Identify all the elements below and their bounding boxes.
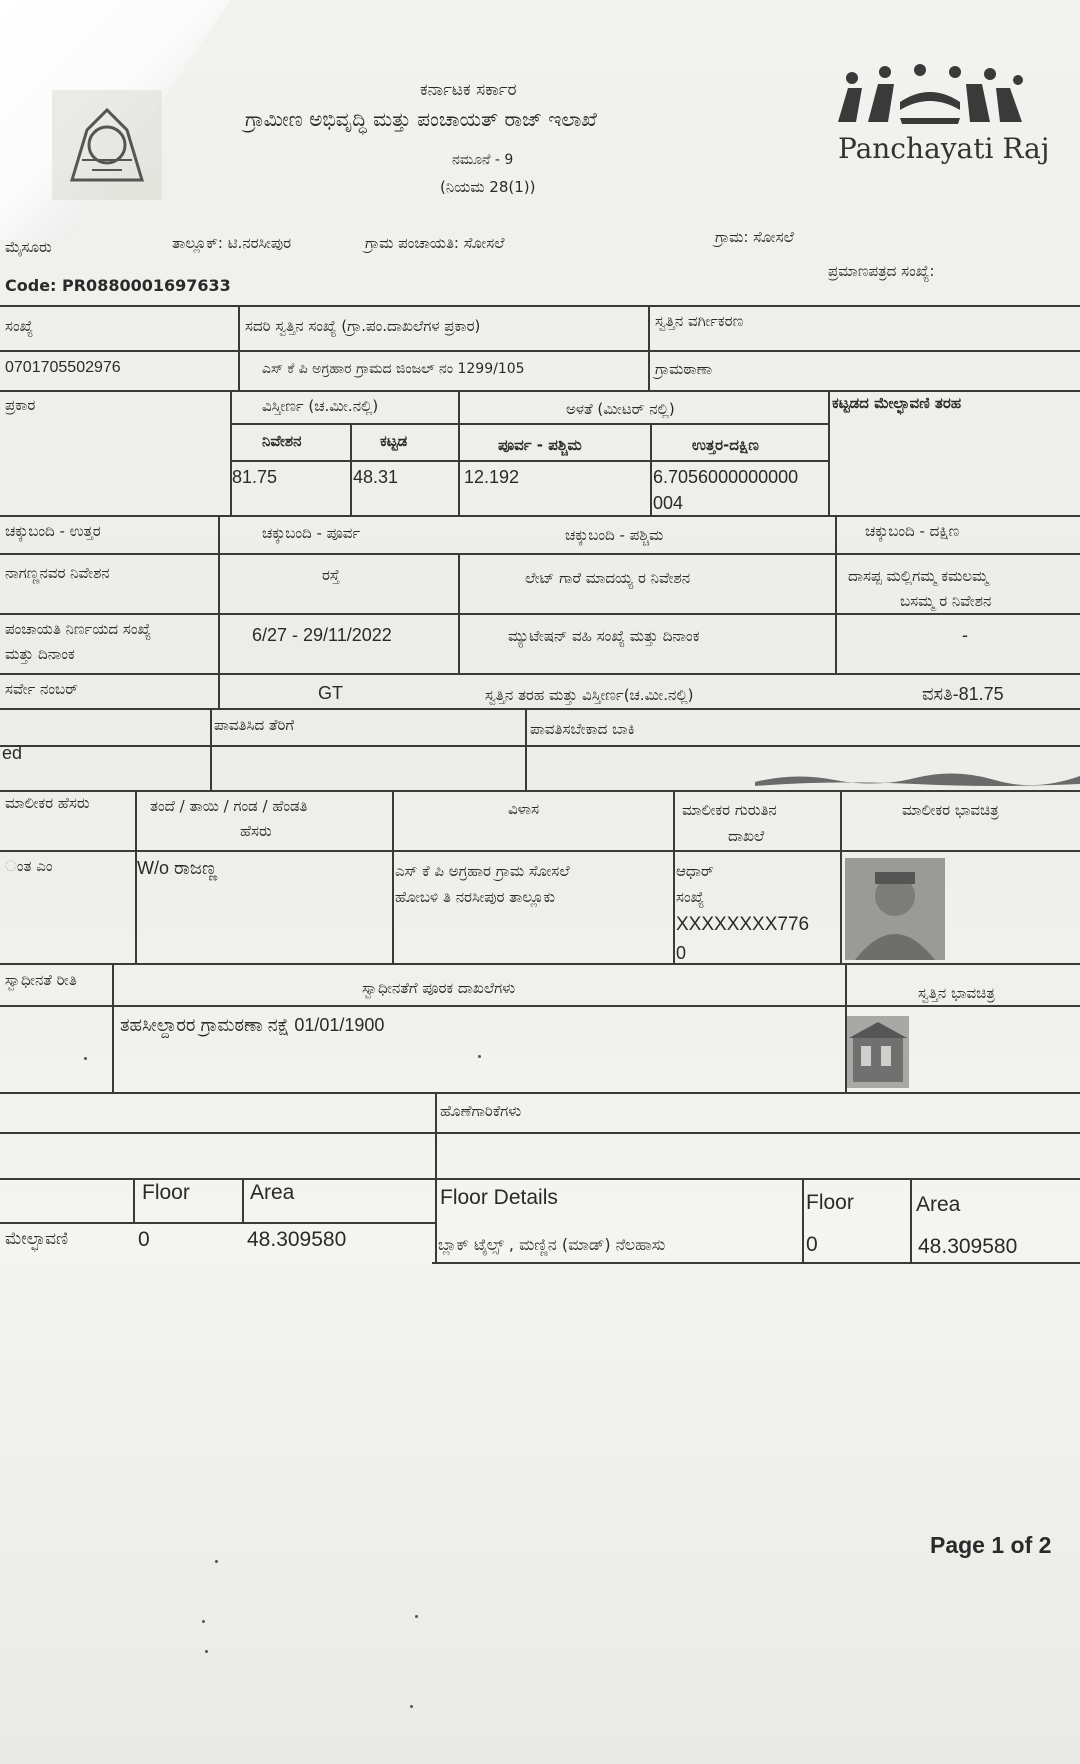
resolution-header-line1: ಪಂಚಾಯತಿ ನಿರ್ಣಯದ ಸಂಖ್ಯೆ <box>5 620 152 638</box>
tax-paid-header: ಪಾವತಿಸಿದ ತೆರಿಗೆ <box>214 716 295 734</box>
roof-label: ಮೇಲ್ಛಾವಣಿ <box>5 1229 69 1249</box>
resolution-value: 6/27 - 29/11/2022 <box>252 625 392 645</box>
address-line2: ಹೋಬಳಿ ತಿ ನರಸೀಪುರ ತಾಲ್ಲೂಕು <box>395 888 556 906</box>
id-header-line1: ಮಾಲೀಕರ ಗುರುತಿನ <box>682 801 777 819</box>
classification-header: ಸ್ವತ್ತಿನ ವರ್ಗೀಕರಣ <box>655 312 744 330</box>
east-west-value: 12.192 <box>464 467 520 487</box>
type-area-header: ಸ್ವತ್ತಿನ ತರಹ ಮತ್ತು ವಿಸ್ತೀರ್ಣ(ಚ.ಮೀ.ನಲ್ಲಿ) <box>485 686 694 704</box>
owner-name-header: ಮಾಲೀಕರ ಹೆಸರು <box>5 794 90 812</box>
gram-panchayat: ಗ್ರಾಮ ಪಂಚಾಯತಿ: ಸೋಸಲೆ <box>365 234 505 252</box>
owner-name: ಂತ ಎಂ <box>5 857 53 875</box>
area-header: Area <box>250 1181 295 1204</box>
north-boundary-header: ಚಕ್ಕುಬಂದಿ - ಉತ್ತರ <box>5 522 101 540</box>
floor-details-value: ಬ್ಲಾಕ್ ಟೈಲ್ಸ್ , ಮಣ್ಣಿನ (ಮಾಡ್) ನೆಲಹಾಸು <box>438 1235 666 1254</box>
district: ಮೈಸೂರು <box>5 238 52 256</box>
area-value-2: 48.309580 <box>918 1235 1018 1258</box>
mutation-header: ಮ್ಯುಟೇಷನ್ ವಹಿ ಸಂಖ್ಯೆ ಮತ್ತು ದಿನಾಂಕ <box>508 627 700 645</box>
resolution-header-line2: ಮತ್ತು ದಿನಾಂಕ <box>5 645 75 663</box>
id-number: XXXXXXXX776 <box>676 914 810 935</box>
type-area-value: ವಸತಿ-81.75 <box>922 684 1004 704</box>
property-photo <box>847 1016 909 1088</box>
certificate-number-label: ಪ್ರಮಾಣಪತ್ರದ ಸಂಖ್ಯೆ: <box>828 262 935 280</box>
site-area: 81.75 <box>232 467 278 487</box>
address-header: ವಿಳಾಸ <box>508 800 540 818</box>
property-code: Code: PR0880001697633 <box>5 276 231 295</box>
survey-value: GT <box>318 683 343 703</box>
measure-header: ಅಳತೆ (ಮೀಟರ್ ನಲ್ಲಿ) <box>566 400 675 418</box>
north-south-header: ಉತ್ತರ-ದಕ್ಷಿಣ <box>692 436 759 454</box>
form-number: ನಮೂನೆ - 9 <box>452 152 514 168</box>
type-header: ಪ್ರಕಾರ <box>5 396 36 414</box>
classification-value: ಗ್ರಾಮಠಾಣಾ <box>655 360 713 378</box>
building-area: 48.31 <box>353 467 399 487</box>
panchayati-raj-logo-icon <box>830 62 1030 126</box>
tax-paid-label: ed <box>2 743 23 763</box>
rule-number: (ನಿಯಮ 28(1)) <box>440 178 536 196</box>
east-west-header: ಪೂರ್ವ - ಪಶ್ಚಿಮ <box>498 436 582 454</box>
floor-value-2: 0 <box>806 1233 818 1256</box>
village: ಗ್ರಾಮ: ಸೋಸಲೆ <box>715 228 794 246</box>
owner-photo-header: ಮಾಲೀಕರ ಭಾವಚಿತ್ರ <box>902 801 999 819</box>
area-header: ವಿಸ್ತೀರ್ಣ (ಚ.ಮೀ.ನಲ್ಲಿ) <box>262 397 379 415</box>
department-title: ಗ್ರಾಮೀಣ ಅಭಿವೃದ್ಧಿ ಮತ್ತು ಪಂಚಾಯತ್ ರಾಜ್ ಇಲಾಖೆ <box>245 107 597 131</box>
west-boundary-header: ಚಕ್ಕುಬಂದಿ - ಪಶ್ಚಿಮ <box>565 526 664 544</box>
floor-header-2: Floor <box>806 1191 854 1214</box>
north-boundary: ನಾಗಣ್ಣನವರ ನಿವೇಶನ <box>5 564 110 582</box>
property-photo-header: ಸ್ವತ್ತಿನ ಭಾವಚಿತ್ರ <box>918 984 995 1002</box>
west-boundary: ಲೇಟ್ ಗಾರೆ ಮಾದಯ್ಯ ರ ನಿವೇಶನ <box>525 569 691 587</box>
govt-emblem-stamp-icon <box>52 90 162 200</box>
area-value: 48.309580 <box>247 1228 347 1251</box>
number-header: ಸಂಖ್ಯೆ <box>5 317 34 335</box>
page-number: Page 1 of 2 <box>930 1532 1052 1558</box>
id-header-line2: ದಾಖಲೆ <box>728 827 765 845</box>
site-header: ನಿವೇಶನ <box>262 432 302 450</box>
survey-header: ಸರ್ವೇ ನಂಬರ್ <box>5 680 78 698</box>
logo-text: Panchayati Raj <box>838 132 1050 165</box>
south-boundary-line2: ಬಸಮ್ಮ ರ ನಿವೇಶನ <box>900 592 992 610</box>
building-type-header: ಕಟ್ಟಡದ ಮೇಲ್ಛಾವಣಿ ತರಹ <box>832 394 962 412</box>
relation-header-line1: ತಂದೆ / ತಾಯಿ / ಗಂಡ / ಹೆಂಡತಿ <box>150 797 308 815</box>
area-header-2: Area <box>916 1193 961 1216</box>
relation-value: W/o ರಾಜಣ್ಣ <box>137 858 218 878</box>
liabilities-header: ಹೊಣೆಗಾರಿಕೆಗಳು <box>440 1102 522 1120</box>
property-number: 0701705502976 <box>5 359 121 376</box>
id-type: ಆಧಾರ್ <box>676 862 714 880</box>
id-number-label: ಸಂಖ್ಯೆ <box>676 888 705 906</box>
relation-header-line2: ಹೆಸರು <box>240 822 272 840</box>
floor-details-header: Floor Details <box>440 1186 558 1209</box>
south-boundary-header: ಚಕ್ಕುಬಂದಿ - ದಕ್ಷಿಣ <box>865 522 960 540</box>
address-line1: ಎಸ್ ಕೆ ಪಿ ಅಗ್ರಹಾರ ಗ್ರಾಮ ಸೋಸಲೆ <box>395 862 570 880</box>
floor-header: Floor <box>142 1181 190 1204</box>
north-south-value-1: 6.7056000000000 <box>653 467 799 487</box>
possession-mode-header: ಸ್ವಾಧೀನತೆ ರೀತಿ <box>5 971 77 989</box>
floor-value: 0 <box>138 1228 150 1251</box>
east-boundary: ರಸ್ತೆ <box>322 566 340 584</box>
south-boundary-line1: ದಾಸಪ್ಪ ಮಲ್ಲಿಗಮ್ಮ ಕಮಲಮ್ಮ <box>848 567 989 585</box>
id-number-tail: 0 <box>676 943 687 963</box>
possession-docs-value: ತಹಸೀಲ್ದಾರರ ಗ್ರಾಮಠಣಾ ನಕ್ಷೆ 01/01/1900 <box>120 1015 385 1035</box>
owner-photo <box>845 858 945 960</box>
east-boundary-header: ಚಕ್ಕುಬಂದಿ - ಪೂರ್ವ <box>262 524 361 542</box>
scan-artifact-band <box>755 770 1080 788</box>
building-header: ಕಟ್ಟಡ <box>380 432 408 450</box>
taluk: ತಾಲ್ಲೂಕ್: ಟಿ.ನರಸೀಪುರ <box>172 234 292 252</box>
mutation-value: - <box>962 625 968 645</box>
old-number-header: ಸದರಿ ಸ್ವತ್ತಿನ ಸಂಖ್ಯೆ (ಗ್ರಾ.ಪಂ.ದಾಖಲೆಗಳ ಪ್ರಕಾರ) <box>245 317 481 335</box>
old-number-value: ಎಸ್ ಕೆ ಪಿ ಅಗ್ರಹಾರ ಗ್ರಾಮದ ಜಿಂಜಲ್ ನಂ 1299/105 <box>262 361 525 377</box>
govt-title: ಕರ್ನಾಟಕ ಸರ್ಕಾರ <box>420 80 517 100</box>
tax-due-header: ಪಾವತಿಸಬೇಕಾದ ಬಾಕಿ <box>530 720 635 738</box>
possession-docs-header: ಸ್ವಾಧೀನತೆಗೆ ಪೂರಕ ದಾಖಲೆಗಳು <box>362 979 516 997</box>
north-south-value-2: 004 <box>653 493 684 513</box>
